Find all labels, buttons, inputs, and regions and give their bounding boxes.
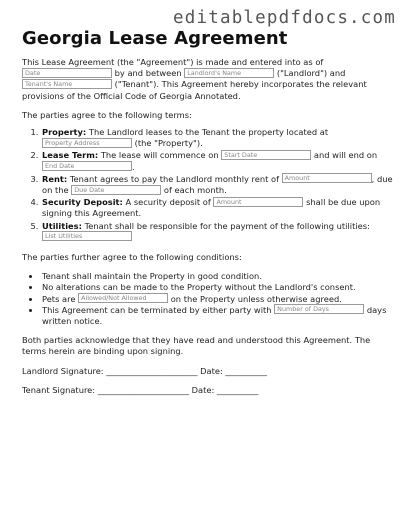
term-lease-term xyxy=(41,150,394,172)
end-date-field[interactable]: End Date xyxy=(42,161,132,171)
term-rent xyxy=(41,174,394,196)
intro-paragraph xyxy=(22,57,394,102)
notice-days-field[interactable]: Number of Days xyxy=(274,304,364,314)
intro-text-1: This Lease Agreement (the "Agreement") is made and entered into as of xyxy=(22,57,324,67)
term-property-text-2: (the "Property"). xyxy=(134,138,203,149)
rent-due-date-field[interactable]: Due Date xyxy=(71,185,161,195)
term-rent-text-2: , due on the xyxy=(42,173,393,196)
term-rent-label: Rent: xyxy=(42,173,68,184)
term-deposit-text: A security deposit of xyxy=(125,197,211,208)
condition-maintain: • Tenant shall maintain the Property in good condition. xyxy=(41,271,394,282)
closing-paragraph: Both parties acknowledge that they have read and understood this Agreement. The terms herein are binding upon signing. xyxy=(22,335,371,357)
condition-pets-text-2: on the Property unless otherwise agreed. xyxy=(170,293,342,304)
term-utilities xyxy=(41,221,394,243)
landlord-signature-line[interactable]: Landlord Signature: ______________________ Date: __________ xyxy=(22,365,267,376)
term-lease-text-3: . xyxy=(132,161,135,172)
term-property xyxy=(41,127,394,149)
intro-text-4: ("Tenant"). This Agreement hereby incorporates the relevant provisions of the Official Code of Georgia Annotated. xyxy=(22,79,367,101)
term-utilities-label: Utilities: xyxy=(42,220,82,231)
term-lease-label: Lease Term: xyxy=(42,150,99,161)
start-date-field[interactable]: Start Date xyxy=(221,150,311,160)
terms-list xyxy=(22,127,394,243)
tenant-name-field[interactable]: Tenant's Name xyxy=(22,79,112,89)
term-rent-text-3: of each month. xyxy=(163,185,227,196)
tenant-signature-line[interactable]: Tenant Signature: ______________________ Date: __________ xyxy=(22,384,259,395)
term-lease-text-2: and will end on xyxy=(313,150,378,161)
intro-text-3: ("Landlord") and xyxy=(276,68,346,79)
deposit-amount-field[interactable]: Amount xyxy=(213,197,303,207)
condition-alterations: • No alterations can be made to the Property without the Landlord's consent. xyxy=(41,282,394,293)
condition-pets-text: Pets are xyxy=(42,293,76,304)
condition-termination-text: This Agreement can be terminated by either party with xyxy=(42,304,272,315)
condition-pets xyxy=(41,294,394,305)
conditions-heading: The parties further agree to the following conditions: xyxy=(22,252,242,263)
terms-heading: The parties agree to the following terms: xyxy=(22,109,192,120)
condition-termination xyxy=(41,305,394,327)
date-field[interactable]: Date xyxy=(22,68,112,78)
landlord-name-field[interactable]: Landlord's Name xyxy=(184,68,274,78)
term-deposit-text-2: shall be due upon signing this Agreement. xyxy=(42,197,381,219)
term-deposit-label: Security Deposit: xyxy=(42,197,123,208)
term-utilities-text: Tenant shall be responsible for the payment of the following utilities: xyxy=(84,220,370,231)
conditions-list xyxy=(22,271,394,327)
term-lease-text: The lease will commence on xyxy=(100,150,219,161)
utilities-field[interactable]: List Utilities xyxy=(42,231,132,241)
watermark: editablepdfdocs.com xyxy=(173,8,396,28)
intro-text-2: by and between xyxy=(114,68,182,79)
property-address-field[interactable]: Property Address xyxy=(42,138,132,148)
condition-termination-text-2: days written notice. xyxy=(42,304,387,327)
page-title: Georgia Lease Agreement xyxy=(22,28,288,49)
term-rent-text: Tenant agrees to pay the Landlord monthly rent of xyxy=(69,173,280,184)
term-security-deposit xyxy=(41,197,394,219)
agreement-body xyxy=(22,57,394,404)
term-property-label: Property: xyxy=(42,127,87,138)
rent-amount-field[interactable]: Amount xyxy=(282,173,372,183)
pets-allowed-field[interactable]: Allowed/Not Allowed xyxy=(78,293,168,303)
term-property-text: The Landlord leases to the Tenant the property located at xyxy=(88,127,329,138)
